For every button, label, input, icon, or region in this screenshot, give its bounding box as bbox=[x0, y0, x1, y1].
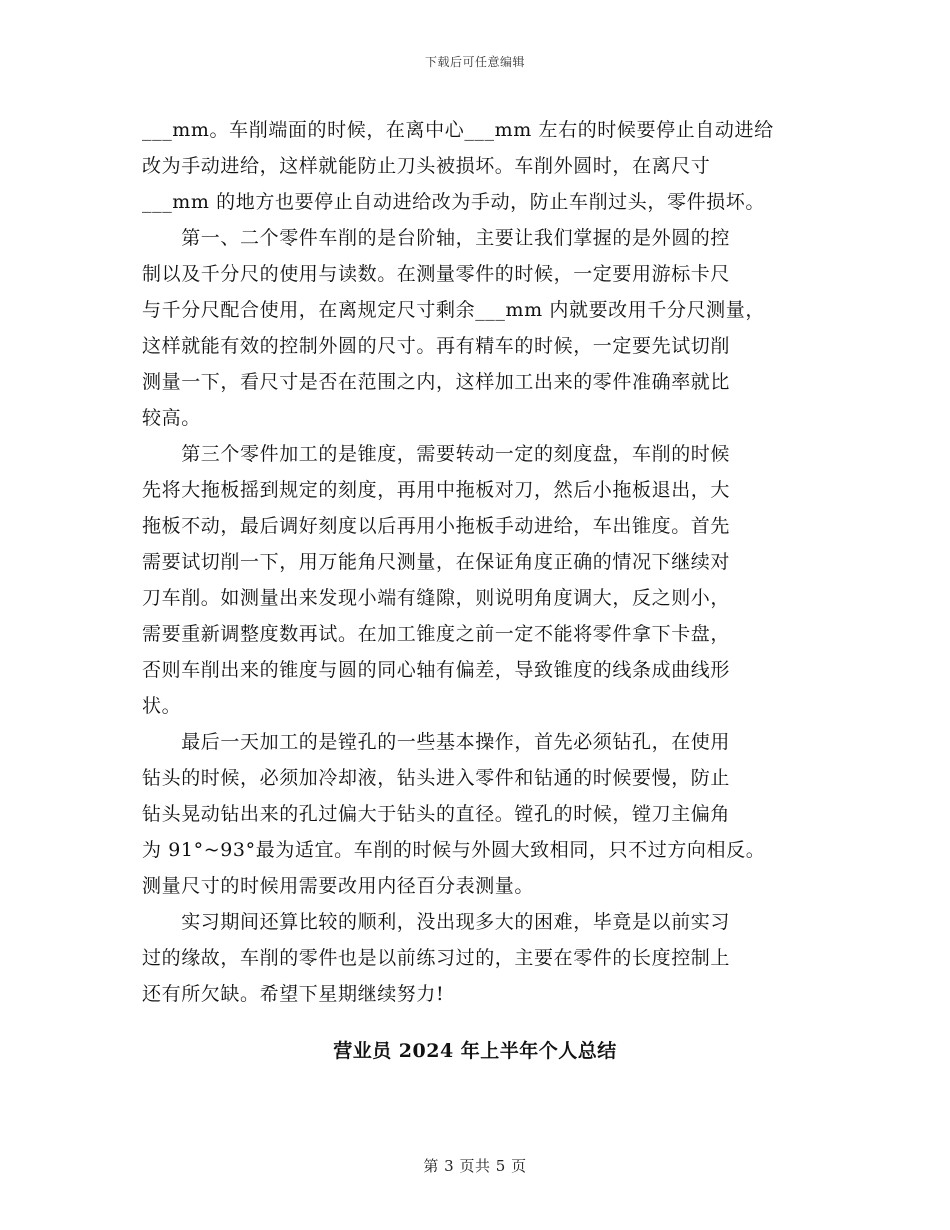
text-line: ___mm 的地方也要停止自动进给改为手动，防止车削过头，零件损坏。 bbox=[142, 191, 765, 213]
text-line: 测量尺寸的时候用需要改用内径百分表测量。 bbox=[142, 875, 535, 897]
text-line: 这样就能有效的控制外圆的尺寸。再有精车的时候，一定要先试切削 bbox=[142, 335, 731, 357]
text-line: ___mm。车削端面的时候，在离中心___mm 左右的时候要停止自动进给 bbox=[142, 119, 774, 141]
section-title: 营业员 2024 年上半年个人总结 bbox=[333, 1040, 617, 1062]
text-line: 为 91°~93°最为适宜。车削的时候与外圆大致相同，只不过方向相反。 bbox=[142, 839, 766, 861]
text-line: 否则车削出来的锥度与圆的同心轴有偏差，导致锥度的线条成曲线形 bbox=[142, 659, 731, 681]
text-line: 还有所欠缺。希望下星期继续努力! bbox=[142, 983, 445, 1005]
text-line: 第一、二个零件车削的是台阶轴，主要让我们掌握的是外圆的控 bbox=[142, 227, 731, 249]
text-line: 最后一天加工的是镗孔的一些基本操作，首先必须钻孔，在使用 bbox=[142, 731, 731, 753]
text-line: 与千分尺配合使用，在离规定尺寸剩余___mm 内就要改用千分尺测量， bbox=[142, 299, 765, 321]
text-line: 状。 bbox=[142, 695, 182, 717]
page-header: 下载后可任意编辑 bbox=[424, 55, 525, 69]
text-line: 需要试切削一下，用万能角尺测量，在保证角度正确的情况下继续对 bbox=[142, 551, 731, 573]
text-line: 过的缘故，车削的零件也是以前练习过的，主要在零件的长度控制上 bbox=[142, 947, 731, 969]
text-line: 刀车削。如测量出来发现小端有缝隙，则说明角度调大，反之则小， bbox=[142, 587, 731, 609]
text-line: 钻头晃动钻出来的孔过偏大于钻头的直径。镗孔的时候，镗刀主偏角 bbox=[142, 803, 731, 825]
body-text bbox=[142, 112, 832, 1012]
text-line: 需要重新调整度数再试。在加工锥度之前一定不能将零件拿下卡盘， bbox=[142, 623, 731, 645]
text-line: 制以及千分尺的使用与读数。在测量零件的时候，一定要用游标卡尺 bbox=[142, 263, 731, 285]
text-line: 较高。 bbox=[142, 407, 201, 429]
text-line: 第三个零件加工的是锥度，需要转动一定的刻度盘，车削的时候 bbox=[142, 443, 731, 465]
page-number: 第 3 页共 5 页 bbox=[423, 1157, 527, 1175]
text-line: 钻头的时候，必须加冷却液，钻头进入零件和钻通的时候要慢，防止 bbox=[142, 767, 731, 789]
text-line: 拖板不动，最后调好刻度以后再用小拖板手动进给，车出锥度。首先 bbox=[142, 515, 731, 537]
text-line: 先将大拖板摇到规定的刻度，再用中拖板对刀，然后小拖板退出，大 bbox=[142, 479, 731, 501]
text-line: 测量一下，看尺寸是否在范围之内，这样加工出来的零件准确率就比 bbox=[142, 371, 731, 393]
text-line: 改为手动进给，这样就能防止刀头被损坏。车削外圆时，在离尺寸 bbox=[142, 155, 711, 177]
text-line: 实习期间还算比较的顺利，没出现多大的困难，毕竟是以前实习 bbox=[142, 911, 731, 933]
